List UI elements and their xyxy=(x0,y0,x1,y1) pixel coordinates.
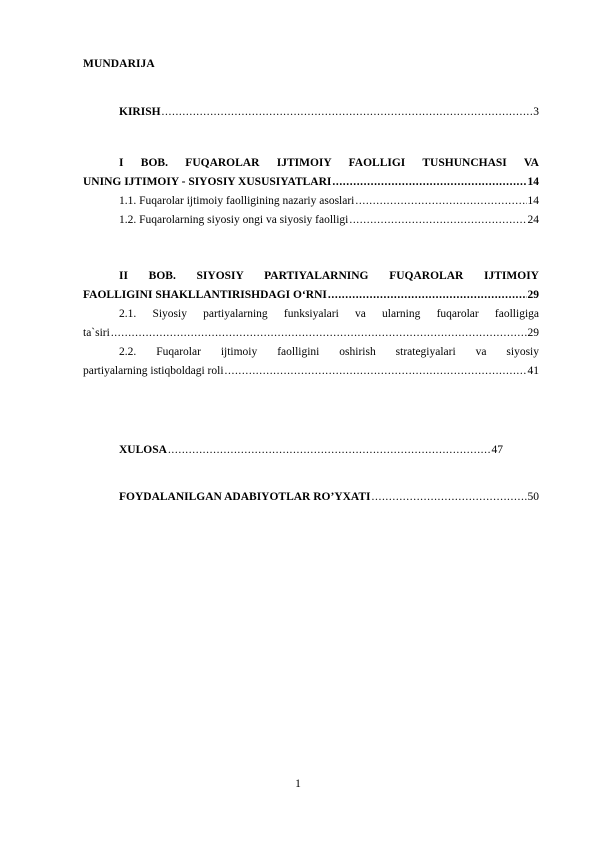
toc-entry-title-line2: UNING IJTIMOIY - SIYOSIY XUSUSIYATLARI xyxy=(83,176,332,188)
dot-leader xyxy=(162,103,533,122)
toc-entry-title: KIRISH xyxy=(119,106,161,118)
toc-entry-title-line1: I BOB. FUQAROLAR IJTIMOIY FAOLLIGI TUSHUNCHASI VA xyxy=(119,157,539,169)
toc-entry-conclusion[interactable] xyxy=(83,441,503,460)
page-number: 1 xyxy=(295,778,301,790)
dot-leader xyxy=(111,324,527,343)
toc-entry-page: 47 xyxy=(491,444,503,456)
dot-leader xyxy=(349,211,526,230)
toc-entry-chapter-1[interactable] xyxy=(83,154,539,230)
toc-entry-page: 14 xyxy=(527,176,539,188)
toc-entry-title: FOYDALANILGAN ADABIYOTLAR RO’YXATI xyxy=(119,491,371,503)
dot-leader xyxy=(168,441,491,460)
toc-subentry-2-1[interactable] xyxy=(83,305,539,343)
dot-leader xyxy=(225,362,527,381)
toc-subentry-1-1[interactable] xyxy=(83,192,539,211)
toc-subentry-1-2[interactable] xyxy=(83,211,539,230)
toc-entry-page: 29 xyxy=(527,289,539,301)
dot-leader xyxy=(328,286,527,305)
toc-subentry-title-line1: 2.1. Siyosiy partiyalarning funksiyalari va ularning fuqarolar faolligiga xyxy=(119,308,539,320)
toc-entry-page: 3 xyxy=(533,106,539,118)
toc-subentry-title-line1: 2.2. Fuqarolar ijtimoiy faolligini oshirish strategiyalari va siyosiy xyxy=(119,346,539,358)
toc-heading: MUNDARIJA xyxy=(83,58,155,70)
toc-entry-title-line2: FAOLLIGINI SHAKLLANTIRISHDAGI O‘RNI xyxy=(83,289,327,301)
toc-entry-title: XULOSA xyxy=(119,444,167,456)
dot-leader xyxy=(355,192,526,211)
toc-subentry-title: 1.2. Fuqarolarning siyosiy ongi va siyosiy faolligi xyxy=(119,214,349,226)
dot-leader xyxy=(332,173,526,192)
toc-subentry-title-line2: ta`siri xyxy=(83,327,110,339)
toc-subentry-title: 1.1. Fuqarolar ijtimoiy faolligining nazariy asoslari xyxy=(119,195,355,207)
toc-subentry-page: 24 xyxy=(527,214,539,226)
dot-leader xyxy=(372,488,527,507)
toc-entry-intro[interactable] xyxy=(83,103,539,122)
toc-entry-chapter-2[interactable] xyxy=(83,267,539,381)
toc-entry-title-line1: II BOB. SIYOSIY PARTIYALARNING FUQAROLAR IJTIMOIY xyxy=(119,270,539,282)
toc-entry-page: 50 xyxy=(527,491,539,503)
toc-subentry-title-line2: partiyalarning istiqboldagi roli xyxy=(83,365,224,377)
toc-entry-references[interactable] xyxy=(83,488,539,507)
toc-subentry-page: 14 xyxy=(527,195,539,207)
toc-subentry-page: 41 xyxy=(527,365,539,377)
toc-subentry-2-2[interactable] xyxy=(83,343,539,381)
toc-subentry-page: 29 xyxy=(527,327,539,339)
